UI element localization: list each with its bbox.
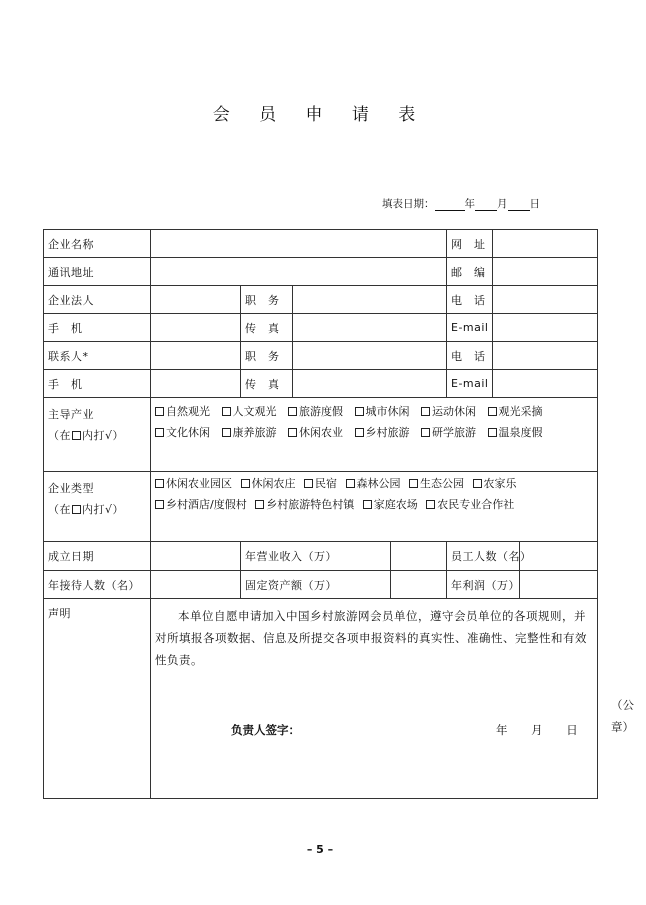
row-company-type	[44, 472, 598, 542]
company-type-options	[151, 472, 598, 542]
company-type-option[interactable]: 农家乐	[473, 473, 517, 494]
form-title: 会 员 申 请 表	[212, 105, 428, 125]
contact-mobile-label: 手 机	[44, 370, 151, 398]
statement-label: 声明	[44, 599, 151, 799]
website-label: 网 址	[447, 230, 493, 258]
fixed-assets-field[interactable]	[391, 571, 447, 599]
row-statement	[44, 599, 598, 799]
company-name-label: 企业名称	[44, 230, 151, 258]
statement-text: 本单位自愿申请加入中国乡村旅游网会员单位，遵守会员单位的各项规则，并对所填报各项数据、信息及所提交各项申报资料的真实性、准确性、完整性和有效性负责。	[155, 609, 587, 667]
contact-phone-label: 电 话	[447, 342, 493, 370]
year-blank[interactable]	[435, 199, 465, 211]
day-label: 日	[529, 198, 540, 210]
postcode-field[interactable]	[493, 258, 598, 286]
industry-option[interactable]: 康养旅游	[222, 422, 277, 443]
contact-phone-field[interactable]	[493, 342, 598, 370]
industry-option[interactable]: 旅游度假	[288, 401, 343, 422]
month-label: 月	[497, 198, 508, 210]
row-company-name	[44, 230, 598, 258]
legal-rep-position-label: 职 务	[241, 286, 293, 314]
row-contact-details	[44, 370, 598, 398]
checkbox-icon[interactable]	[346, 479, 355, 488]
fill-date-label: 填表日期：	[382, 198, 435, 210]
profit-label: 年利润（万）	[447, 571, 520, 599]
checkbox-icon[interactable]	[155, 500, 164, 509]
contact-position-label: 职 务	[241, 342, 293, 370]
address-field[interactable]	[151, 258, 447, 286]
visitors-field[interactable]	[151, 571, 241, 599]
checkbox-icon[interactable]	[355, 428, 364, 437]
industry-option[interactable]: 研学旅游	[421, 422, 476, 443]
founded-field[interactable]	[151, 542, 241, 571]
legal-rep-phone-field[interactable]	[493, 286, 598, 314]
industry-label-cell	[44, 398, 151, 472]
legal-rep-label: 企业法人	[44, 286, 151, 314]
industry-hint: （在 内打√）	[48, 429, 125, 442]
checkbox-icon[interactable]	[409, 479, 418, 488]
contact-mobile-field[interactable]	[151, 370, 241, 398]
checkbox-icon[interactable]	[488, 407, 497, 416]
contact-label: 联系人*	[44, 342, 151, 370]
row-industry	[44, 398, 598, 472]
company-type-label: 企业类型	[48, 482, 94, 495]
legal-rep-mobile-field[interactable]	[151, 314, 241, 342]
postcode-label: 邮 编	[447, 258, 493, 286]
contact-field[interactable]	[151, 342, 241, 370]
checkbox-icon[interactable]	[288, 428, 297, 437]
legal-rep-fax-label: 传 真	[241, 314, 293, 342]
row-stats-2	[44, 571, 598, 599]
row-contact	[44, 342, 598, 370]
application-table	[43, 229, 646, 799]
row-legal-rep-contact	[44, 314, 598, 342]
revenue-field[interactable]	[391, 542, 447, 571]
checkbox-icon[interactable]	[304, 479, 313, 488]
checkbox-icon[interactable]	[473, 479, 482, 488]
legal-rep-position-field[interactable]	[293, 286, 447, 314]
industry-option[interactable]: 人文观光	[222, 401, 277, 422]
contact-position-field[interactable]	[293, 342, 447, 370]
checkbox-icon[interactable]	[288, 407, 297, 416]
checkbox-icon[interactable]	[255, 500, 264, 509]
company-name-field[interactable]	[151, 230, 447, 258]
contact-fax-label: 传 真	[241, 370, 293, 398]
checkbox-hint-icon	[72, 505, 81, 514]
contact-fax-field[interactable]	[293, 370, 447, 398]
industry-option[interactable]: 文化休闲	[155, 422, 210, 443]
address-label: 通讯地址	[44, 258, 151, 286]
website-field[interactable]	[493, 230, 598, 258]
statement-cell	[151, 599, 646, 799]
industry-option[interactable]: 运动休闲	[421, 401, 476, 422]
industry-option[interactable]: 观光采摘	[488, 401, 543, 422]
company-type-hint: （在 内打√）	[48, 503, 125, 516]
company-type-option[interactable]: 农民专业合作社	[426, 494, 514, 515]
day-blank[interactable]	[508, 199, 530, 211]
checkbox-icon[interactable]	[222, 428, 231, 437]
legal-rep-field[interactable]	[151, 286, 241, 314]
legal-rep-mobile-label: 手 机	[44, 314, 151, 342]
revenue-label: 年营业收入（万）	[241, 542, 391, 571]
founded-label: 成立日期	[44, 542, 151, 571]
checkbox-icon[interactable]	[488, 428, 497, 437]
fill-date-line	[382, 196, 540, 211]
checkbox-icon[interactable]	[222, 407, 231, 416]
profit-field[interactable]	[520, 571, 598, 599]
signature-label: 负责人签字：	[231, 723, 300, 737]
legal-rep-phone-label: 电 话	[447, 286, 493, 314]
industry-option[interactable]: 乡村旅游	[355, 422, 410, 443]
page-number: – 5 –	[306, 843, 334, 856]
year-label: 年	[464, 198, 475, 210]
contact-email-label: E-mail	[447, 370, 493, 398]
industry-label: 主导产业	[48, 408, 94, 421]
checkbox-icon[interactable]	[155, 428, 164, 437]
checkbox-icon[interactable]	[355, 407, 364, 416]
contact-email-field[interactable]	[493, 370, 598, 398]
employees-label: 员工人数（名）	[447, 542, 520, 571]
checkbox-icon[interactable]	[426, 500, 435, 509]
company-type-option[interactable]: 森林公园	[346, 473, 401, 494]
legal-rep-fax-field[interactable]	[293, 314, 447, 342]
industry-option[interactable]: 自然观光	[155, 401, 210, 422]
checkbox-icon[interactable]	[421, 407, 430, 416]
signature-date: 年 月 日	[496, 723, 578, 737]
month-blank[interactable]	[475, 199, 497, 211]
checkbox-hint-icon	[72, 431, 81, 440]
industry-option[interactable]: 休闲农业	[288, 422, 343, 443]
visitors-label: 年接待人数（名）	[44, 571, 151, 599]
company-type-option[interactable]: 休闲农庄	[241, 473, 296, 494]
checkbox-icon[interactable]	[241, 479, 250, 488]
company-type-option[interactable]: 休闲农业园区	[155, 473, 232, 494]
official-seal-label: （公 章）	[611, 698, 646, 734]
fixed-assets-label: 固定资产额（万）	[241, 571, 391, 599]
checkbox-icon[interactable]	[155, 479, 164, 488]
row-stats-1	[44, 542, 598, 571]
industry-option[interactable]: 温泉度假	[488, 422, 543, 443]
industry-options	[151, 398, 598, 472]
company-type-option[interactable]: 民宿	[304, 473, 337, 494]
checkbox-icon[interactable]	[155, 407, 164, 416]
company-type-label-cell	[44, 472, 151, 542]
industry-option[interactable]: 城市休闲	[355, 401, 410, 422]
legal-rep-email-field[interactable]	[493, 314, 598, 342]
row-address	[44, 258, 598, 286]
checkbox-icon[interactable]	[363, 500, 372, 509]
company-type-option[interactable]: 生态公园	[409, 473, 464, 494]
checkbox-icon[interactable]	[421, 428, 430, 437]
company-type-option[interactable]: 乡村酒店/度假村	[155, 494, 247, 515]
company-type-option[interactable]: 乡村旅游特色村镇	[255, 494, 354, 515]
company-type-option[interactable]: 家庭农场	[363, 494, 418, 515]
row-legal-rep	[44, 286, 598, 314]
legal-rep-email-label: E-mail	[447, 314, 493, 342]
